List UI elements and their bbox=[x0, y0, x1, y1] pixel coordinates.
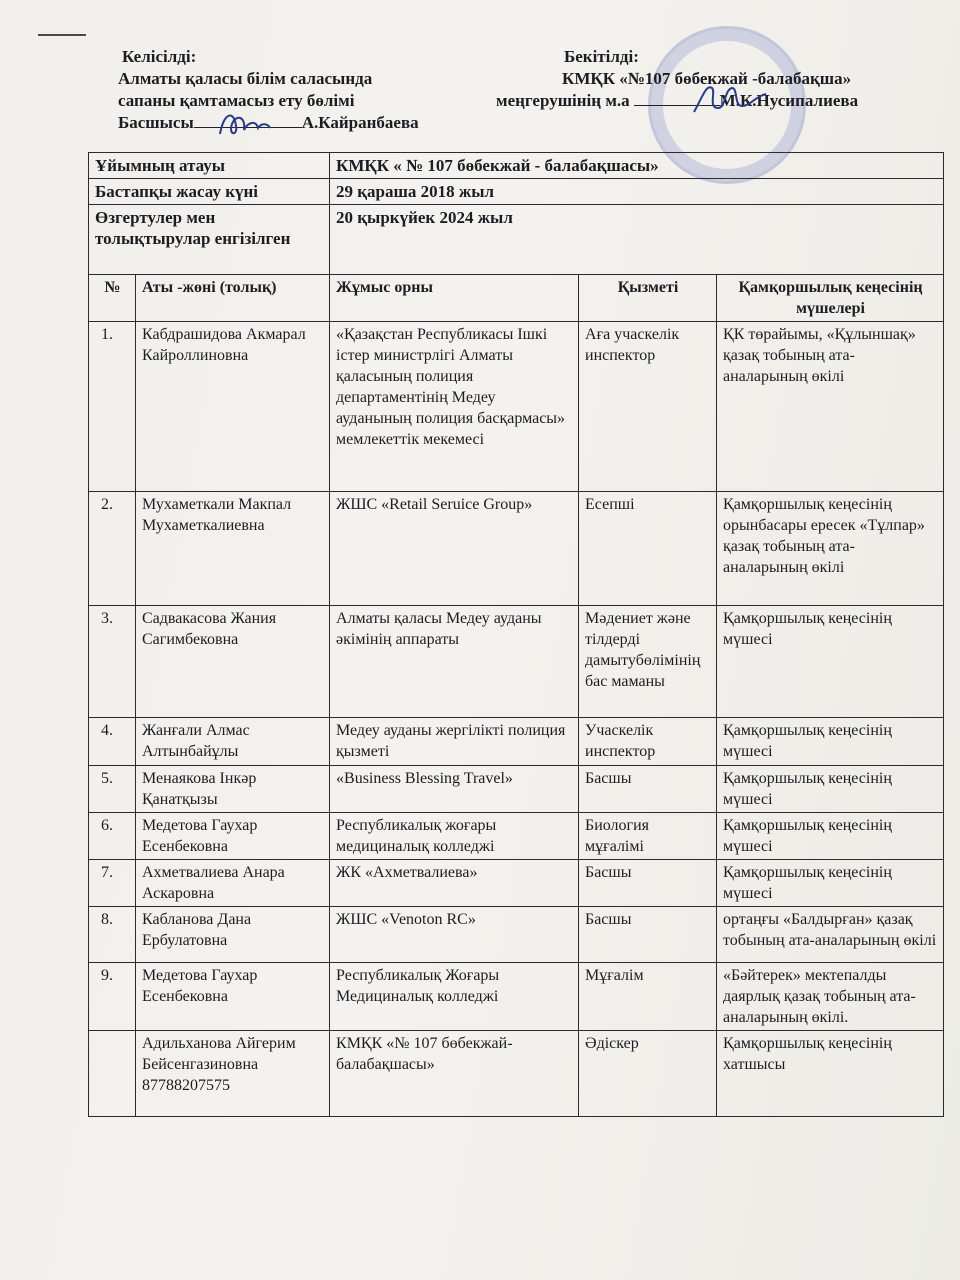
row-name: Садвакасова Жания Сагимбековна bbox=[136, 606, 330, 718]
row-number bbox=[89, 1031, 136, 1117]
row-position: Басшы bbox=[579, 907, 717, 963]
row-number: 1. bbox=[89, 322, 136, 492]
approval-left-title: Келісілді: bbox=[122, 47, 197, 66]
table-row bbox=[89, 963, 944, 1031]
row-number: 2. bbox=[89, 492, 136, 606]
row-number: 6. bbox=[89, 813, 136, 860]
info-row-updated bbox=[89, 205, 944, 275]
approval-right-title: Бекітілді: bbox=[564, 47, 639, 66]
table-header-row bbox=[89, 275, 944, 322]
row-work: Республикалық Жоғары Медициналық колледжі bbox=[330, 963, 579, 1031]
row-name: Мухаметкали Макпал Мухаметкалиевна bbox=[136, 492, 330, 606]
column-header-member: Қамқоршылық кеңесінің мүшелері bbox=[717, 275, 944, 322]
row-position: Мәдениет және тілдерді дамытубөлімінің бас маманы bbox=[579, 606, 717, 718]
table-row bbox=[89, 766, 944, 813]
table-row bbox=[89, 322, 944, 492]
info-value: КМҚК « № 107 бөбекжай - балабақшасы» bbox=[330, 153, 944, 179]
table-row bbox=[89, 718, 944, 766]
row-member: Қамқоршылық кеңесінің мүшесі bbox=[717, 813, 944, 860]
signature-right bbox=[690, 78, 770, 118]
row-number: 3. bbox=[89, 606, 136, 718]
row-position: Басшы bbox=[579, 860, 717, 907]
row-work: ЖК «Ахметвалиева» bbox=[330, 860, 579, 907]
row-number: 7. bbox=[89, 860, 136, 907]
row-number: 9. bbox=[89, 963, 136, 1031]
column-header-work: Жұмыс орны bbox=[330, 275, 579, 322]
approval-right-line1: КМҚК «№107 бөбекжай -балабақша» bbox=[562, 69, 852, 88]
row-name: Адильханова Айгерим Бейсенгазиновна 87788207575 bbox=[136, 1031, 330, 1117]
approval-right-name: М.К.Нусипалиева bbox=[719, 91, 859, 110]
row-number: 8. bbox=[89, 907, 136, 963]
row-position: Басшы bbox=[579, 766, 717, 813]
row-work: КМҚК «№ 107 бөбекжай-балабақшасы» bbox=[330, 1031, 579, 1117]
row-work: Республикалық жоғары медициналық колледжі bbox=[330, 813, 579, 860]
row-name: Кабдрашидова Акмарал Кайроллиновна bbox=[136, 322, 330, 492]
info-value: 20 қыркүйек 2024 жыл bbox=[330, 205, 944, 275]
approval-left-line2: сапаны қамтамасыз ету бөлімі bbox=[118, 91, 355, 110]
approval-left-role: Басшысы bbox=[118, 113, 194, 132]
row-member: Қамқоршылық кеңесінің орынбасары ересек «Тұлпар» қазақ тобының ата-аналарының өкілі bbox=[717, 492, 944, 606]
table-row bbox=[89, 606, 944, 718]
table-row bbox=[89, 860, 944, 907]
info-value: 29 қараша 2018 жыл bbox=[330, 179, 944, 205]
row-member: ортаңғы «Балдырған» қазақ тобының ата-аналарының өкілі bbox=[717, 907, 944, 963]
table-row bbox=[89, 813, 944, 860]
row-work: «Қазақстан Республикасы Ішкі істер министрлігі Алматы қаласының полиция департаментінің Медеу ауданының полиция басқармасы» мемлекеттік мекемесі bbox=[330, 322, 579, 492]
approval-left-line1: Алматы қаласы білім саласында bbox=[118, 69, 373, 88]
row-member: Қамқоршылық кеңесінің мүшесі bbox=[717, 718, 944, 766]
row-name: Ахметвалиева Анара Аскаровна bbox=[136, 860, 330, 907]
info-label: Өзгертулер мен толықтырулар енгізілген bbox=[89, 205, 330, 275]
row-name: Кабланова Дана Ербулатовна bbox=[136, 907, 330, 963]
row-position: Есепші bbox=[579, 492, 717, 606]
info-label: Ұйымның атауы bbox=[89, 153, 330, 179]
row-position: Биология мұғалімі bbox=[579, 813, 717, 860]
row-name: Менаякова Інкәр Қанатқызы bbox=[136, 766, 330, 813]
table-row bbox=[89, 1031, 944, 1117]
row-member: «Бәйтерек» мектепалды даярлық қазақ тобының ата-аналарының өкілі. bbox=[717, 963, 944, 1031]
row-position: Учаскелік инспектор bbox=[579, 718, 717, 766]
info-row-org bbox=[89, 153, 944, 179]
column-header-name: Аты -жөні (толық) bbox=[136, 275, 330, 322]
approval-right-block bbox=[496, 46, 858, 112]
approval-left-name: А.Кайранбаева bbox=[301, 113, 419, 132]
row-name: Медетова Гаухар Есенбековна bbox=[136, 813, 330, 860]
row-work: Медеу ауданы жергілікті полиция қызметі bbox=[330, 718, 579, 766]
signature-left bbox=[214, 106, 274, 142]
table-row bbox=[89, 492, 944, 606]
row-position: Аға учаскелік инспектор bbox=[579, 322, 717, 492]
row-name: Медетова Гаухар Есенбековна bbox=[136, 963, 330, 1031]
row-member: ҚК төрайымы, «Құлыншақ» қазақ тобының ата-аналарының өкілі bbox=[717, 322, 944, 492]
column-header-position: Қызметі bbox=[579, 275, 717, 322]
council-table bbox=[88, 152, 944, 1117]
column-header-number: № bbox=[89, 275, 136, 322]
row-member: Қамқоршылық кеңесінің мүшесі bbox=[717, 766, 944, 813]
info-label: Бастапқы жасау күні bbox=[89, 179, 330, 205]
row-position: Әдіскер bbox=[579, 1031, 717, 1117]
row-number: 4. bbox=[89, 718, 136, 766]
scan-mark bbox=[38, 34, 86, 36]
approval-right-role: меңгерушінің м.а bbox=[496, 91, 630, 110]
row-member: Қамқоршылық кеңесінің мүшесі bbox=[717, 860, 944, 907]
row-name: Жанғали Алмас Алтынбайұлы bbox=[136, 718, 330, 766]
row-member: Қамқоршылық кеңесінің мүшесі bbox=[717, 606, 944, 718]
row-work: ЖШС «Retail Seruice Group» bbox=[330, 492, 579, 606]
info-row-created bbox=[89, 179, 944, 205]
row-number: 5. bbox=[89, 766, 136, 813]
row-position: Мұғалім bbox=[579, 963, 717, 1031]
row-work: ЖШС «Venoton RC» bbox=[330, 907, 579, 963]
row-work: Алматы қаласы Медеу ауданы әкімінің аппараты bbox=[330, 606, 579, 718]
row-work: «Business Blessing Travel» bbox=[330, 766, 579, 813]
row-member: Қамқоршылық кеңесінің хатшысы bbox=[717, 1031, 944, 1117]
table-row bbox=[89, 907, 944, 963]
